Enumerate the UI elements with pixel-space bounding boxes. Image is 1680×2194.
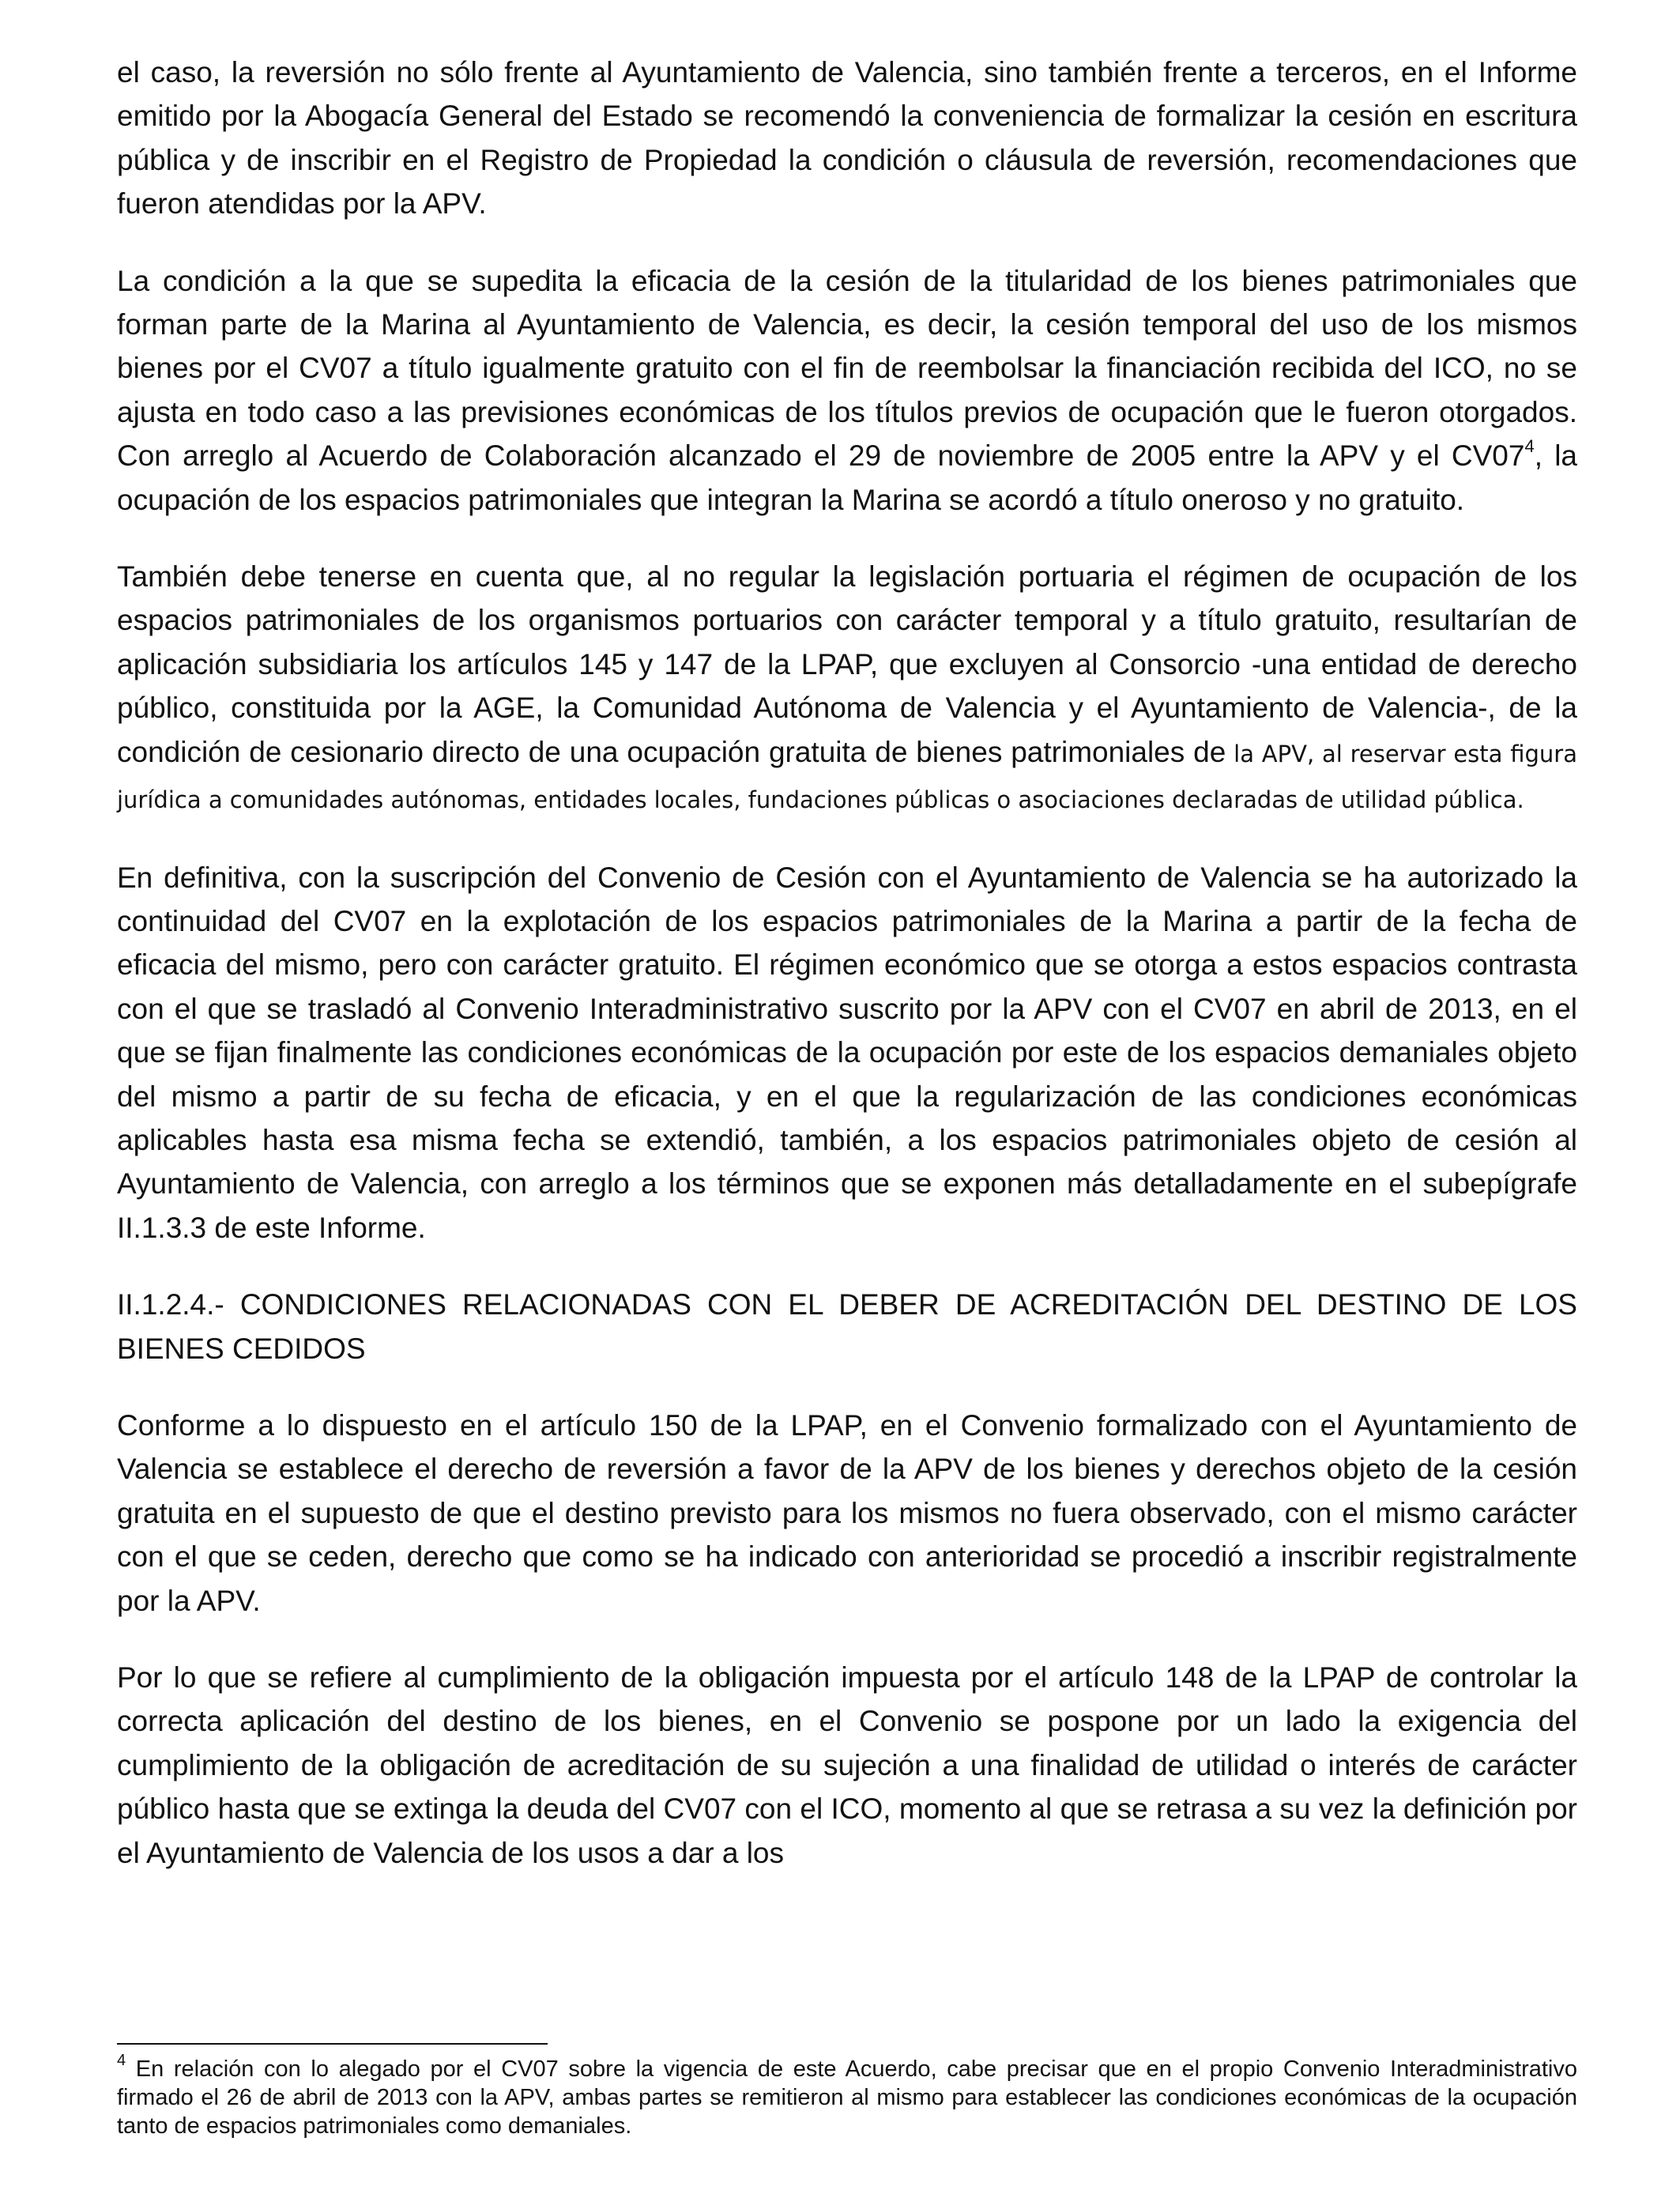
footnote-text: En relación con lo alegado por el CV07 sobre la vigencia de este Acuerdo, cabe precisar que en el propio Convenio Interadministrativo firmado el 26 de abril de 2013 con la APV, ambas partes se remitieron al mismo para establecer las condiciones económicas de la ocupación tanto de espacios patrimoniales como demaniales.	[117, 2056, 1577, 2139]
footnote-reference-4[interactable]: 4	[1524, 435, 1535, 456]
paragraph-legislacion-portuaria-text: También debe tenerse en cuenta que, al no regular la legislación portuaria el régimen de ocupación de los espacios patrimoniales de los organismos portuarios con carácter temporal y a título gratuito, resultarían de aplicación subsidiaria los artículos 145 y 147 de la LPAP, que excluyen al Consorcio -una entidad de derecho público, constituida por la AGE, la Comunidad Autónoma de Valencia y el Ayuntamiento de Valencia-, de la condición de cesionario directo de una ocupación gratuita de bienes patrimoniales de	[117, 560, 1577, 768]
paragraph-reversion-registro: el caso, la reversión no sólo frente al Ayuntamiento de Valencia, sino también frente a terceros, en el Informe emitido por la Abogacía General del Estado se recomendó la conveniencia de formalizar la cesión en escritura pública y de inscribir en el Registro de Propiedad la condición o cláusula de reversión, recomendaciones que fueron atendidas por la APV.	[117, 56, 1577, 221]
paragraph-legislacion-portuaria	[117, 555, 1577, 822]
paragraph-en-definitiva: En definitiva, con la suscripción del Convenio de Cesión con el Ayuntamiento de Valencia se ha autorizado la continuidad del CV07 en la explotación de los espacios patrimoniales de la Marina a partir de la fecha de eficacia del mismo, pero con carácter gratuito. El régimen económico que se otorga a estos espacios contrasta con el que se trasladó al Convenio Interadministrativo suscrito por la APV con el CV07 en abril de 2013, en el que se fijan finalmente las condiciones económicas de la ocupación por este de los espacios demaniales objeto del mismo a partir de su fecha de eficacia, y en el que la regularización de las condiciones económicas aplicables hasta esa misma fecha se extendió, también, a los espacios patrimoniales objeto de cesión al Ayuntamiento de Valencia, con arreglo a los términos que se exponen más detalladamente en el subepígrafe II.1.3.3 de este Informe.	[117, 861, 1577, 1244]
section-heading-ii-1-2-4: II.1.2.4.- CONDICIONES RELACIONADAS CON EL DEBER DE ACREDITACIÓN DEL DESTINO DE LOS BIENES CEDIDOS	[117, 1288, 1577, 1365]
paragraph-articulo-148: Por lo que se refiere al cumplimiento de la obligación impuesta por el artículo 148 de la LPAP de controlar la correcta aplicación del destino de los bienes, en el Convenio se pospone por un lado la exigencia del cumplimiento de la obligación de acreditación de su sujeción a una finalidad de utilidad o interés de carácter público hasta que se extinga la deuda del CV07 con el ICO, momento al que se retrasa a su vez la definición por el Ayuntamiento de Valencia de los usos a dar a los	[117, 1661, 1577, 1869]
footnote-separator	[117, 2043, 548, 2045]
paragraph-legislacion-portuaria-text-alt-font: la APV, al reservar esta figura jurídica a comunidades autónomas, entidades locales, fundaciones públicas o asociaciones declaradas de utilidad pública.	[117, 740, 1577, 814]
paragraph-condicion-cesion-text-end: , la ocupación de los espacios patrimoniales que integran la Marina se acordó a título oneroso y no gratuito.	[117, 439, 1578, 516]
footnote-4	[117, 2052, 1577, 2140]
paragraph-articulo-150: Conforme a lo dispuesto en el artículo 150 de la LPAP, en el Convenio formalizado con el Ayuntamiento de Valencia se establece el derecho de reversión a favor de la APV de los bienes y derechos objeto de la cesión gratuita en el supuesto de que el destino previsto para los mismos no fuera observado, con el mismo carácter con el que se ceden, derecho que como se ha indicado con anterioridad se procedió a inscribir registralmente por la APV.	[117, 1408, 1577, 1617]
document-page	[117, 51, 1577, 1908]
footnote-number: 4	[117, 2052, 126, 2070]
paragraph-condicion-cesion-text: La condición a la que se supedita la eficacia de la cesión de la titularidad de los bienes patrimoniales que forman parte de la Marina al Ayuntamiento de Valencia, es decir, la cesión temporal del uso de los mismos bienes por el CV07 a título igualmente gratuito con el fin de reembolsar la financiación recibida del ICO, no se ajusta en todo caso a las previsiones económicas de los títulos previos de ocupación que le fueron otorgados. Con arreglo al Acuerdo de Colaboración alcanzado el 29 de noviembre de 2005 entre la APV y el CV07	[117, 264, 1577, 473]
paragraph-condicion-cesion	[117, 259, 1577, 522]
